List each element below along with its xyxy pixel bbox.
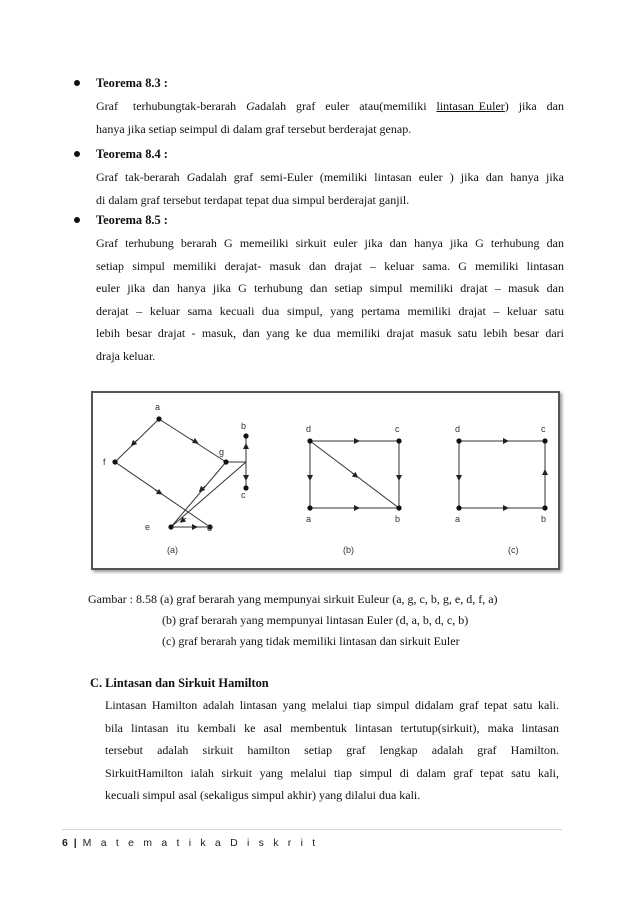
text-line: setiap simpul memiliki derajat- masuk dan drajat – keluar sama. G memiliki lintasan [96, 258, 564, 273]
node-label: d [455, 424, 461, 434]
graph-a-labels [103, 402, 246, 555]
graph-label: (b) [343, 545, 354, 555]
node-a [156, 416, 161, 421]
text-line: Lintasan Hamilton adalah lintasan yang melalui tiap simpul didalam graf tepat satu kali. [105, 698, 559, 712]
graph-b [310, 441, 399, 508]
graph-a [115, 419, 246, 527]
node-label: e [145, 522, 151, 532]
footer-divider [62, 829, 562, 830]
bullet-icon [74, 151, 80, 157]
footer-separator: | [73, 837, 77, 849]
graph-label: (c) [508, 545, 519, 555]
node-label: d [306, 424, 312, 434]
theorem-body [96, 232, 564, 368]
graph-c-labels [455, 424, 546, 555]
theorem-title: Teorema 8.5 : [96, 213, 168, 227]
node-label: d [207, 523, 213, 533]
graph-label: (a) [167, 545, 178, 555]
text-line: lebih besar drajat - masuk, dan yang ke dua memiliki drajat masuk satu lebih besar dari [96, 326, 564, 341]
node-c [542, 438, 547, 443]
figure-caption: Gambar : 8.58 (a) graf berarah yang mempunyai sirkuit Euleur (a, g, c, b, g, e, d, f, a) [88, 592, 498, 606]
text-line: tersebut adalah sirkuit hamilton setiap graf lengkap adalah graf Hamilton. [105, 743, 559, 758]
section-body [105, 694, 559, 807]
text-line: kecuali simpul asal (sekaligus simpul akhir) yang dilalui dua kali. [105, 788, 421, 803]
text-line: hanya jika setiap seimpul di dalam graf tersebut berderajat genap. [96, 121, 412, 136]
figure-caption-b: (b) graf berarah yang mempunyai lintasan Euler (d, a, b, d, c, b) [162, 613, 469, 627]
node-label: b [241, 421, 247, 431]
text-line: Graf terhubungtak-berarah Gadalah graf euler atau(memiliki lintasan Euler) jika dan [96, 99, 564, 113]
graph-c-nodes [456, 438, 547, 510]
text-line: euler jika dan hanya jika G terhubung dan setiap simpul memiliki drajat – masuk dan [96, 281, 564, 296]
node-label: a [455, 514, 461, 524]
node-label: a [155, 402, 161, 412]
node-label: g [219, 447, 225, 457]
theorem-body [96, 166, 564, 211]
node-label: a [306, 514, 312, 524]
page-number: 6 [62, 837, 68, 849]
node-label: b [541, 514, 547, 524]
node-a [456, 505, 461, 510]
node-b [396, 505, 401, 510]
graph-figure [91, 391, 560, 570]
graph-b-labels [306, 424, 400, 555]
section-heading: C. Lintasan dan Sirkuit Hamilton [90, 676, 269, 690]
bullet-icon [74, 217, 80, 223]
node-a [307, 505, 312, 510]
graph-figure-drawing [93, 393, 558, 568]
node-e [168, 524, 173, 529]
node-label: c [395, 424, 400, 434]
text-line: di dalam graf tersebut terdapat tepat dua simpul berderajat ganjil. [96, 192, 410, 207]
node-b [542, 505, 547, 510]
figure-caption-c: (c) graf berarah yang tidak memiliki lintasan dan sirkuit Euler [162, 634, 460, 648]
node-label: b [395, 514, 401, 524]
node-d [456, 438, 461, 443]
node-d [307, 438, 312, 443]
theorem-body [96, 95, 564, 140]
text-line: SirkuitHamilton ialah sirkuit yang melalui tiap simpul di dalam graf tepat satu kali, [105, 765, 559, 780]
node-label: c [541, 424, 546, 434]
node-c [396, 438, 401, 443]
text-line: bila lintasan itu kembali ke asal membentuk lintasan tertutup(sirkuit), maka lintasan [105, 720, 559, 735]
theorem-title: Teorema 8.3 : [96, 76, 168, 90]
node-b [243, 433, 248, 438]
footer-title: M a t e m a t i k a D i s k r i t [82, 837, 319, 849]
text-line: derajat – keluar sama kecuali dua simpul, yang pertama memiliki drajat – keluar satu [96, 303, 564, 318]
node-label: f [103, 457, 106, 467]
node-f [112, 459, 117, 464]
text-line: Graf terhubung berarah G memeiliki sirkuit euler jika dan hanya jika G terhubung dan [96, 236, 564, 250]
node-label: c [241, 490, 246, 500]
page-footer [62, 837, 318, 849]
text-line: draja keluar. [96, 348, 156, 363]
graph-c [459, 441, 545, 508]
bullet-icon [74, 80, 80, 86]
theorem-title: Teorema 8.4 : [96, 147, 168, 161]
node-g [223, 459, 228, 464]
text-line: Graf tak-berarah Gadalah graf semi-Euler (memiliki lintasan euler ) jika dan hanya jika [96, 170, 564, 184]
